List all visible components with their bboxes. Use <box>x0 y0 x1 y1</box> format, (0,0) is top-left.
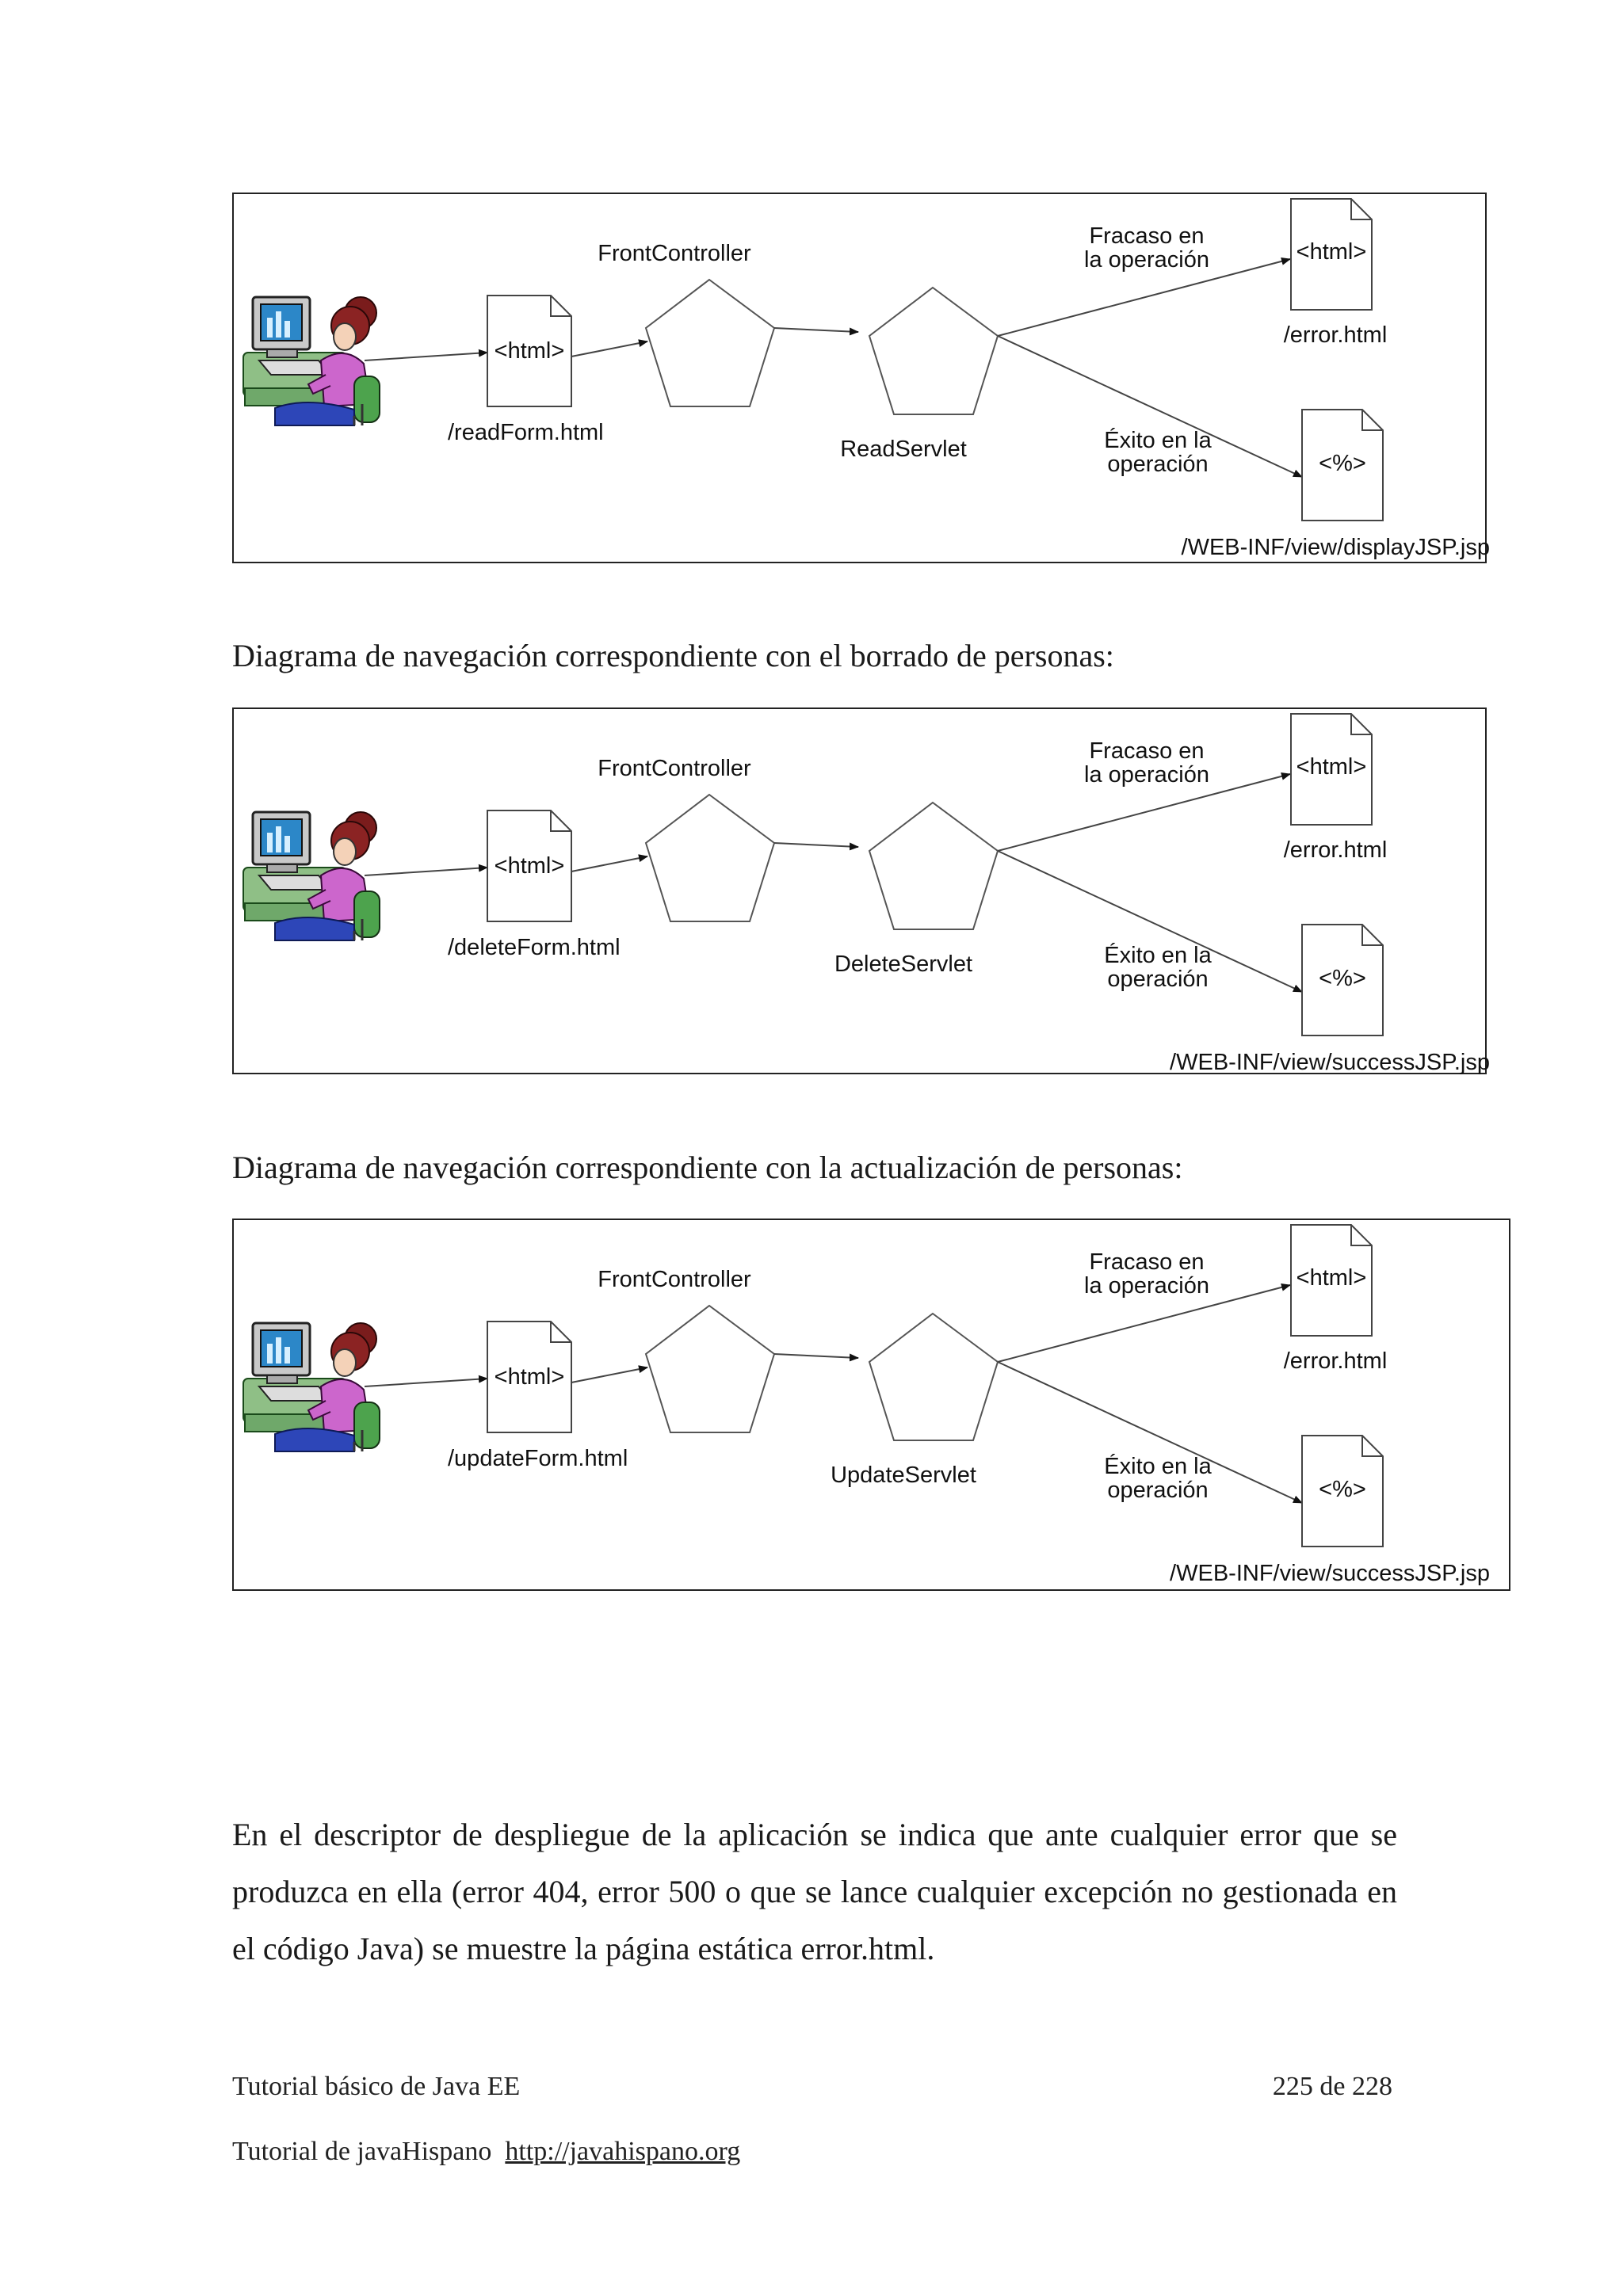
fail-label-line1: Fracaso en <box>1089 738 1205 764</box>
jsp-tag: <%> <box>1319 451 1366 476</box>
diagram-read <box>232 193 1490 563</box>
arrow-controller-to-servlet <box>774 843 858 847</box>
jsp-tag: <%> <box>1319 1477 1366 1502</box>
user-computer-icon <box>243 297 380 425</box>
error-html-tag: <html> <box>1296 754 1367 780</box>
arrow-user-to-form <box>365 1379 487 1386</box>
servlet-pentagon <box>869 1314 998 1440</box>
fail-label-line2: la operación <box>1084 762 1209 788</box>
success-file-label: /WEB-INF/view/displayJSP.jsp <box>1181 535 1490 560</box>
success-label-line2: operación <box>1107 967 1209 992</box>
error-file-label: /error.html <box>1283 322 1388 348</box>
arrow-form-to-controller <box>571 1367 647 1383</box>
arrow-user-to-form <box>365 353 487 360</box>
form-html-tag: <html> <box>494 338 565 364</box>
arrow-user-to-form <box>365 868 487 875</box>
front-controller-pentagon <box>646 280 774 406</box>
form-html-tag: <html> <box>494 1364 565 1390</box>
servlet-label: UpdateServlet <box>831 1463 976 1488</box>
page-total: 228 <box>1352 2072 1392 2101</box>
front-controller-pentagon <box>646 795 774 921</box>
error-html-tag: <html> <box>1296 239 1367 265</box>
success-file-label: /WEB-INF/view/successJSP.jsp <box>1170 1561 1490 1586</box>
arrow-form-to-controller <box>571 341 647 357</box>
caption-delete: Diagrama de navegación correspondiente con el borrado de personas: <box>232 638 1114 673</box>
page-number <box>1273 2071 1392 2103</box>
error-file-label: /error.html <box>1283 837 1388 863</box>
fail-label-line2: la operación <box>1084 1273 1209 1299</box>
error-file-label: /error.html <box>1283 1348 1388 1374</box>
success-file-label: /WEB-INF/view/successJSP.jsp <box>1170 1050 1490 1075</box>
form-file-label: /readForm.html <box>448 420 604 445</box>
diagram-delete <box>232 707 1490 1075</box>
form-file-label: /deleteForm.html <box>448 935 621 960</box>
footer-site-text: Tutorial de javaHispano <box>232 2137 492 2166</box>
success-label-line2: operación <box>1107 1478 1209 1503</box>
arrow-controller-to-servlet <box>774 328 858 332</box>
success-label-line1: Éxito en la <box>1104 1454 1212 1479</box>
servlet-pentagon <box>869 288 998 414</box>
page-current: 225 <box>1272 2072 1313 2101</box>
footer-site-link[interactable]: http://javahispano.org <box>505 2137 741 2166</box>
diagram-update <box>232 1219 1510 1591</box>
front-controller-label: FrontController <box>598 1267 751 1292</box>
arrow-form-to-controller <box>571 856 647 871</box>
form-html-tag: <html> <box>494 853 565 879</box>
footer-site-row <box>232 2136 1392 2168</box>
front-controller-pentagon <box>646 1306 774 1432</box>
caption-update: Diagrama de navegación correspondiente con la actualización de personas: <box>232 1150 1183 1185</box>
fail-label-line1: Fracaso en <box>1089 1249 1205 1275</box>
user-computer-icon <box>243 812 380 940</box>
success-label-line1: Éxito en la <box>1104 943 1212 968</box>
arrow-controller-to-servlet <box>774 1354 858 1358</box>
user-computer-icon <box>243 1323 380 1451</box>
success-label-line1: Éxito en la <box>1104 428 1212 453</box>
fail-label-line1: Fracaso en <box>1089 223 1205 249</box>
front-controller-label: FrontController <box>598 756 751 781</box>
servlet-label: ReadServlet <box>840 437 967 462</box>
jsp-tag: <%> <box>1319 966 1366 991</box>
footer-title: Tutorial básico de Java EE <box>232 2072 521 2101</box>
fail-label-line2: la operación <box>1084 247 1209 273</box>
success-label-line2: operación <box>1107 452 1209 477</box>
page-of: de <box>1319 2072 1346 2101</box>
servlet-label: DeleteServlet <box>834 952 973 977</box>
servlet-pentagon <box>869 803 998 929</box>
front-controller-label: FrontController <box>598 241 751 266</box>
body-paragraph: En el descriptor de despliegue de la aplicación se indica que ante cualquier error que se produzca en ella (error 404, error 500 o que se lance cualquier excepción no gestionada en el código Java) se muestre la página estática error.html. <box>232 1817 1397 1966</box>
footer-title-row <box>232 2071 1392 2103</box>
form-file-label: /updateForm.html <box>448 1446 628 1471</box>
error-html-tag: <html> <box>1296 1265 1367 1291</box>
